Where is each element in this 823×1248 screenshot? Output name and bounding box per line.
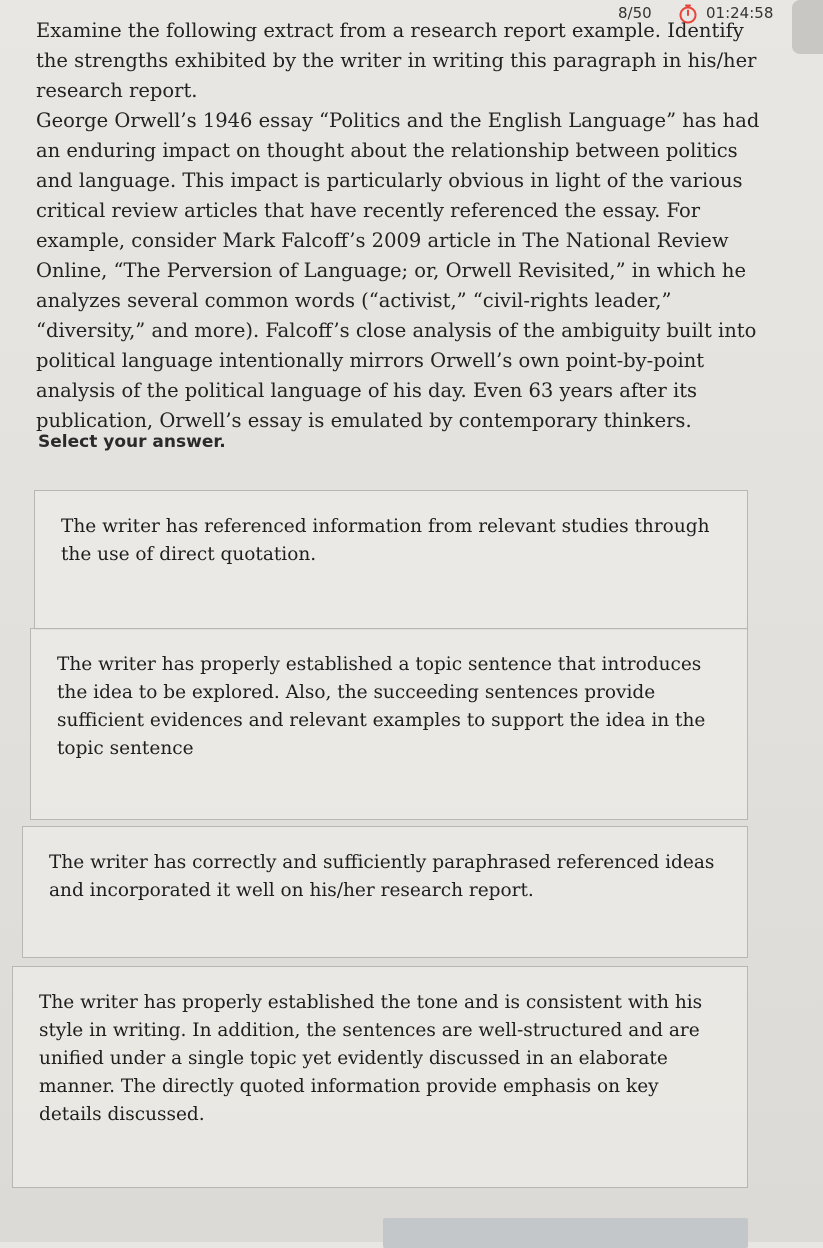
answer-option-1[interactable] [34, 490, 748, 630]
answer-option-3[interactable] [22, 826, 748, 958]
answer-option-4[interactable] [12, 966, 748, 1188]
question-counter: 8/50 [618, 4, 652, 22]
submit-button[interactable] [383, 1218, 748, 1248]
question-block [36, 16, 776, 436]
question-prompt: Examine the following extract from a research report example. Identify the strengths exhibited by the writer in writing this paragraph in his/her research report. [36, 19, 757, 102]
answer-option-text: The writer has correctly and sufficiently paraphrased referenced ideas and incorporated it well on his/her research report. [49, 852, 715, 901]
answer-option-text: The writer has properly established the tone and is consistent with his style in writing. In addition, the sentences are well-structured and are unified under a single topic yet evidently discussed in an elaborate manner. The directly quoted information provide emphasis on key details discussed. [39, 992, 703, 1125]
answer-option-text: The writer has referenced information from relevant studies through the use of direct quotation. [61, 516, 710, 565]
research-extract: George Orwell’s 1946 essay “Politics and the English Language” has had an enduring impact on thought about the relationship between politics and language. This impact is particularly obvious in light of the various critical review articles that have recently referenced the essay. For example, consider Mark Falcoff’s 2009 article in The National Review Online, “The Perversion of Language; or, Orwell Revisited,” in which he analyzes several common words (“activist,” “civil-rights leader,” “diversity,” and more). Falcoff’s close analysis of the ambiguity built into political language intentionally mirrors Orwell’s own point-by-point analysis of the political language of his day. Even 63 years after its publication, Orwell’s essay is emulated by contemporary thinkers. [36, 109, 760, 432]
answer-option-text: The writer has properly established a topic sentence that introduces the idea to be explored. Also, the succeeding sentences provide sufficient evidences and relevant examples to support the idea in the topic sentence [57, 654, 706, 759]
answer-option-2[interactable] [30, 628, 748, 820]
scroll-handle[interactable] [792, 0, 823, 54]
select-answer-label: Select your answer. [38, 432, 226, 452]
timer-value: 01:24:58 [706, 4, 774, 22]
